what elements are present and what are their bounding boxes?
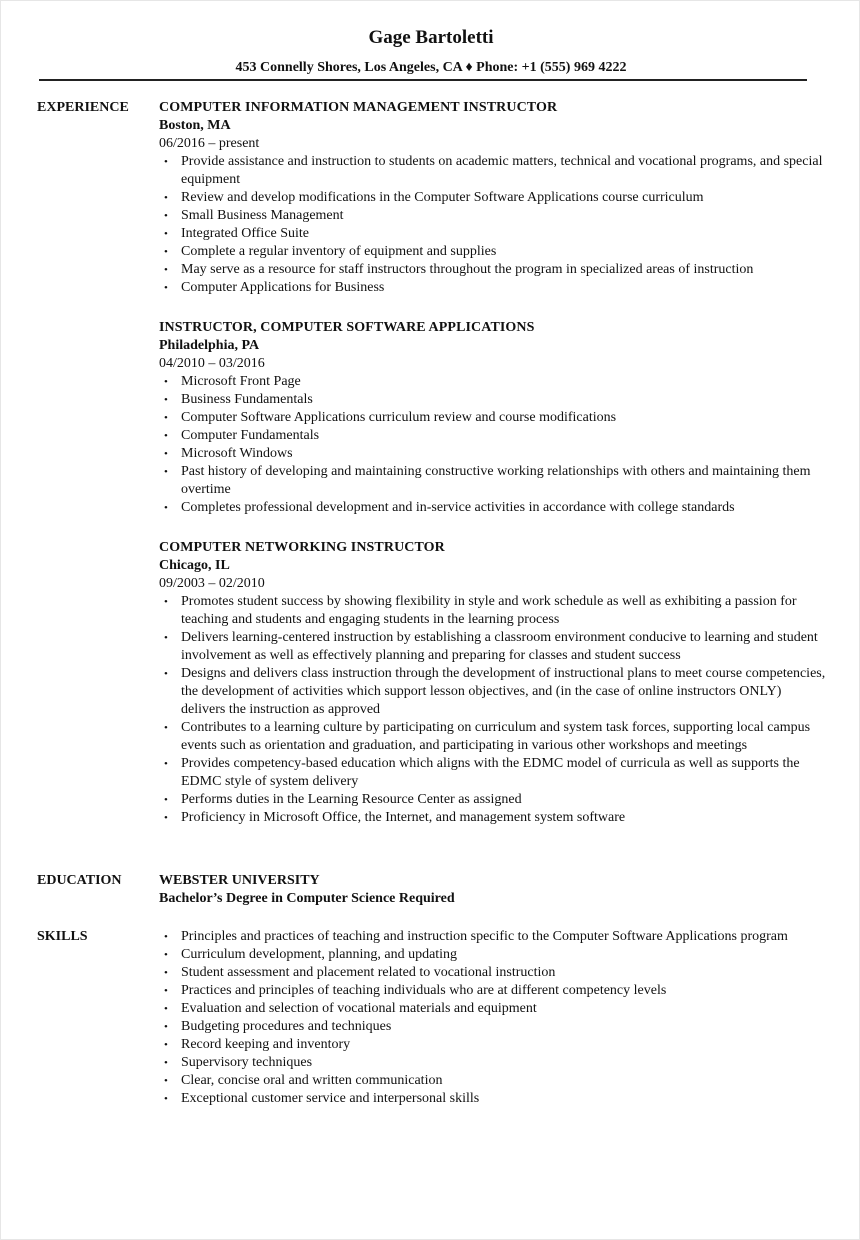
section-label-experience: EXPERIENCE — [37, 100, 129, 115]
list-item — [159, 982, 827, 1000]
bullet-text: May serve as a resource for staff instructors throughout the program in specialized areas of instruction — [181, 262, 754, 277]
bullet-icon: • — [164, 1021, 168, 1033]
bullet-icon: • — [164, 448, 168, 460]
skills-list — [159, 928, 827, 1108]
list-item — [159, 1072, 827, 1090]
bullet-text: Past history of developing and maintaining constructive working relationships with others and maintaining them overtime — [181, 464, 811, 497]
skill-text: Principles and practices of teaching and instruction specific to the Computer Software Applications program — [181, 929, 788, 944]
bullet-icon: • — [164, 394, 168, 406]
list-item — [159, 1036, 827, 1054]
list-item — [159, 791, 827, 809]
education-school: WEBSTER UNIVERSITY — [159, 873, 320, 888]
bullet-icon: • — [164, 1075, 168, 1087]
list-item — [159, 409, 827, 427]
skill-text: Evaluation and selection of vocational materials and equipment — [181, 1001, 537, 1016]
skill-text: Record keeping and inventory — [181, 1037, 351, 1052]
list-item — [159, 755, 827, 791]
bullet-text: Microsoft Windows — [181, 446, 293, 461]
bullet-text: Computer Software Applications curriculum review and course modifications — [181, 410, 617, 425]
list-item — [159, 665, 827, 719]
list-item — [159, 463, 827, 499]
skill-text: Curriculum development, planning, and updating — [181, 947, 458, 962]
list-item — [159, 946, 827, 964]
bullet-text: Review and develop modifications in the Computer Software Applications course curriculum — [181, 190, 704, 205]
bullet-icon: • — [164, 1093, 168, 1105]
skill-text: Exceptional customer service and interpersonal skills — [181, 1091, 480, 1106]
job-dates: 06/2016 – present — [159, 136, 260, 151]
job-title: COMPUTER NETWORKING INSTRUCTOR — [159, 540, 445, 555]
list-item — [159, 445, 827, 463]
bullet-icon: • — [164, 282, 168, 294]
list-item — [159, 261, 827, 279]
bullet-icon: • — [164, 264, 168, 276]
skill-text: Student assessment and placement related to vocational instruction — [181, 965, 556, 980]
contact-line: 453 Connelly Shores, Los Angeles, CA ♦ Phone: +1 (555) 969 4222 — [235, 60, 627, 75]
list-item — [159, 499, 827, 517]
bullet-icon: • — [164, 192, 168, 204]
list-item — [159, 373, 827, 391]
bullet-text: Performs duties in the Learning Resource Center as assigned — [181, 792, 522, 807]
list-item — [159, 207, 827, 225]
education-degree: Bachelor’s Degree in Computer Science Required — [159, 891, 455, 906]
bullet-text: Provide assistance and instruction to students on academic matters, technical and vocational programs, and special equipment — [181, 154, 823, 187]
job-bullets — [159, 153, 827, 297]
job-entry — [159, 99, 827, 297]
header-divider — [39, 79, 807, 81]
section-label-education: EDUCATION — [37, 873, 122, 888]
job-title: COMPUTER INFORMATION MANAGEMENT INSTRUCTOR — [159, 100, 558, 115]
list-item — [159, 225, 827, 243]
bullet-icon: • — [164, 210, 168, 222]
skill-text: Supervisory techniques — [181, 1055, 313, 1070]
education-body — [159, 872, 827, 908]
bullet-text: Contributes to a learning culture by participating on curriculum and system task forces, supporting local campus events such as orientation and graduation, and participating in various other workshops and meetings — [181, 720, 811, 753]
list-item — [159, 809, 827, 827]
list-item — [159, 928, 827, 946]
bullet-text: Provides competency-based education which aligns with the EDMC model of curricula as well as supports the EDMC style of system delivery — [181, 756, 800, 789]
bullet-text: Business Fundamentals — [181, 392, 313, 407]
job-entry — [159, 319, 827, 517]
job-location: Chicago, IL — [159, 558, 230, 573]
list-item — [159, 964, 827, 982]
list-item — [159, 1090, 827, 1108]
bullet-text: Complete a regular inventory of equipment and supplies — [181, 244, 497, 259]
job-dates: 09/2003 – 02/2010 — [159, 576, 265, 591]
bullet-icon: • — [164, 376, 168, 388]
bullet-icon: • — [164, 967, 168, 979]
list-item — [159, 1054, 827, 1072]
bullet-text: Promotes student success by showing flexibility in style and work schedule as well as exhibiting a passion for teaching and students and engaging students in the learning process — [181, 594, 797, 627]
bullet-icon: • — [164, 1057, 168, 1069]
skill-text: Budgeting procedures and techniques — [181, 1019, 392, 1034]
job-entry — [159, 539, 827, 827]
bullet-text: Small Business Management — [181, 208, 344, 223]
bullet-icon: • — [164, 430, 168, 442]
skill-text: Clear, concise oral and written communication — [181, 1073, 443, 1088]
bullet-icon: • — [164, 794, 168, 806]
bullet-icon: • — [164, 931, 168, 943]
bullet-text: Integrated Office Suite — [181, 226, 310, 241]
list-item — [159, 153, 827, 189]
list-item — [159, 593, 827, 629]
bullet-icon: • — [164, 1003, 168, 1015]
bullet-text: Proficiency in Microsoft Office, the Internet, and management system software — [181, 810, 626, 825]
bullet-text: Computer Fundamentals — [181, 428, 320, 443]
list-item — [159, 719, 827, 755]
job-bullets — [159, 593, 827, 827]
bullet-icon: • — [164, 596, 168, 608]
job-location: Boston, MA — [159, 118, 231, 133]
bullet-icon: • — [164, 949, 168, 961]
bullet-icon: • — [164, 412, 168, 424]
bullet-icon: • — [164, 228, 168, 240]
list-item — [159, 189, 827, 207]
bullet-text: Designs and delivers class instruction through the development of instructional plans to meet course competencies, the development of activities which support lesson objectives, and (in the case of online instructors ONLY) delivers the instruction as approved — [181, 666, 826, 717]
bullet-text: Microsoft Front Page — [181, 374, 301, 389]
bullet-icon: • — [164, 466, 168, 478]
list-item — [159, 427, 827, 445]
list-item — [159, 279, 827, 297]
job-location: Philadelphia, PA — [159, 338, 260, 353]
experience-body — [159, 99, 827, 849]
list-item — [159, 1000, 827, 1018]
list-item — [159, 391, 827, 409]
bullet-icon: • — [164, 502, 168, 514]
skill-text: Practices and principles of teaching individuals who are at different competency levels — [181, 983, 667, 998]
bullet-icon: • — [164, 812, 168, 824]
resume-name: Gage Bartoletti — [368, 27, 494, 48]
list-item — [159, 243, 827, 261]
bullet-icon: • — [164, 985, 168, 997]
job-dates: 04/2010 – 03/2016 — [159, 356, 265, 371]
bullet-icon: • — [164, 246, 168, 258]
job-title: INSTRUCTOR, COMPUTER SOFTWARE APPLICATIONS — [159, 320, 535, 335]
bullet-text: Computer Applications for Business — [181, 280, 385, 295]
bullet-icon: • — [164, 1039, 168, 1051]
list-item — [159, 1018, 827, 1036]
bullet-icon: • — [164, 156, 168, 168]
skills-body — [159, 928, 827, 1108]
bullet-icon: • — [164, 722, 168, 734]
job-bullets — [159, 373, 827, 517]
bullet-icon: • — [164, 632, 168, 644]
bullet-icon: • — [164, 758, 168, 770]
bullet-text: Completes professional development and in-service activities in accordance with college standards — [181, 500, 735, 515]
bullet-text: Delivers learning-centered instruction by establishing a classroom environment conducive to learning and student involvement as well as effectively planning and preparing for classes and student success — [181, 630, 818, 663]
bullet-icon: • — [164, 668, 168, 680]
section-label-skills: SKILLS — [37, 929, 88, 944]
list-item — [159, 629, 827, 665]
